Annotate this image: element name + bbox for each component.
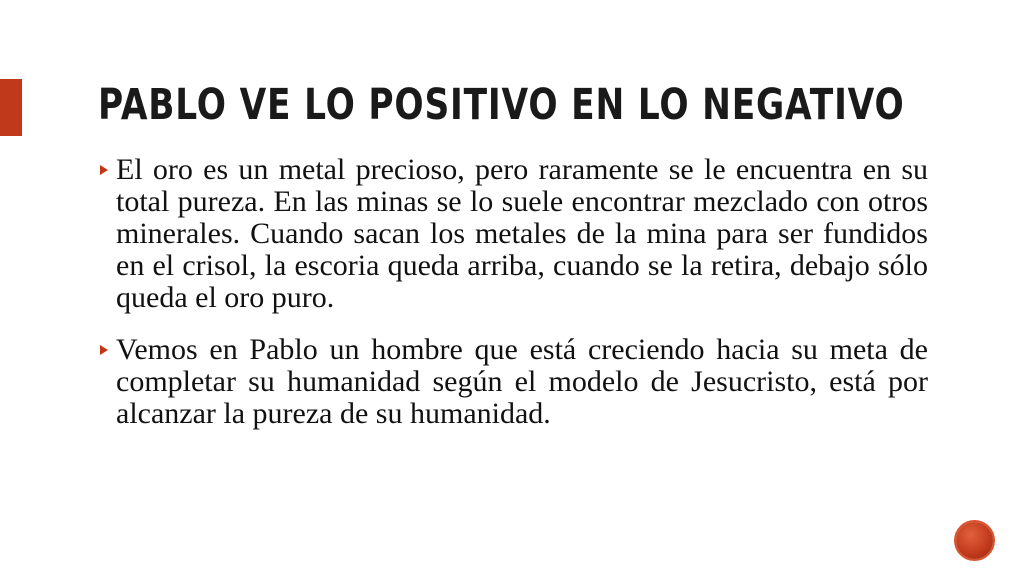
slide-title: PABLO VE LO POSITIVO EN LO NEGATIVO xyxy=(98,80,905,130)
bullet-item xyxy=(100,154,928,314)
triangle-bullet-icon xyxy=(100,165,108,175)
bullet-text: Vemos en Pablo un hombre que está creciendo hacia su meta de completar su humanidad según el modelo de Jesucristo, está por alcanzar la pureza de su humanidad. xyxy=(116,333,928,430)
bullet-item xyxy=(100,334,928,430)
bullet-text: El oro es un metal precioso, pero raramente se le encuentra en su total pureza. En las minas se lo suele encontrar mezclado con otros minerales. Cuando sacan los metales de la mina para ser fundidos en el crisol, la escoria queda arriba, cuando se la retira, debajo sólo queda el oro puro. xyxy=(116,153,928,314)
bullet-list xyxy=(100,154,928,450)
triangle-bullet-icon xyxy=(100,345,108,355)
title-accent-bar xyxy=(0,79,22,136)
slide-nav-circle-icon[interactable] xyxy=(956,522,993,559)
